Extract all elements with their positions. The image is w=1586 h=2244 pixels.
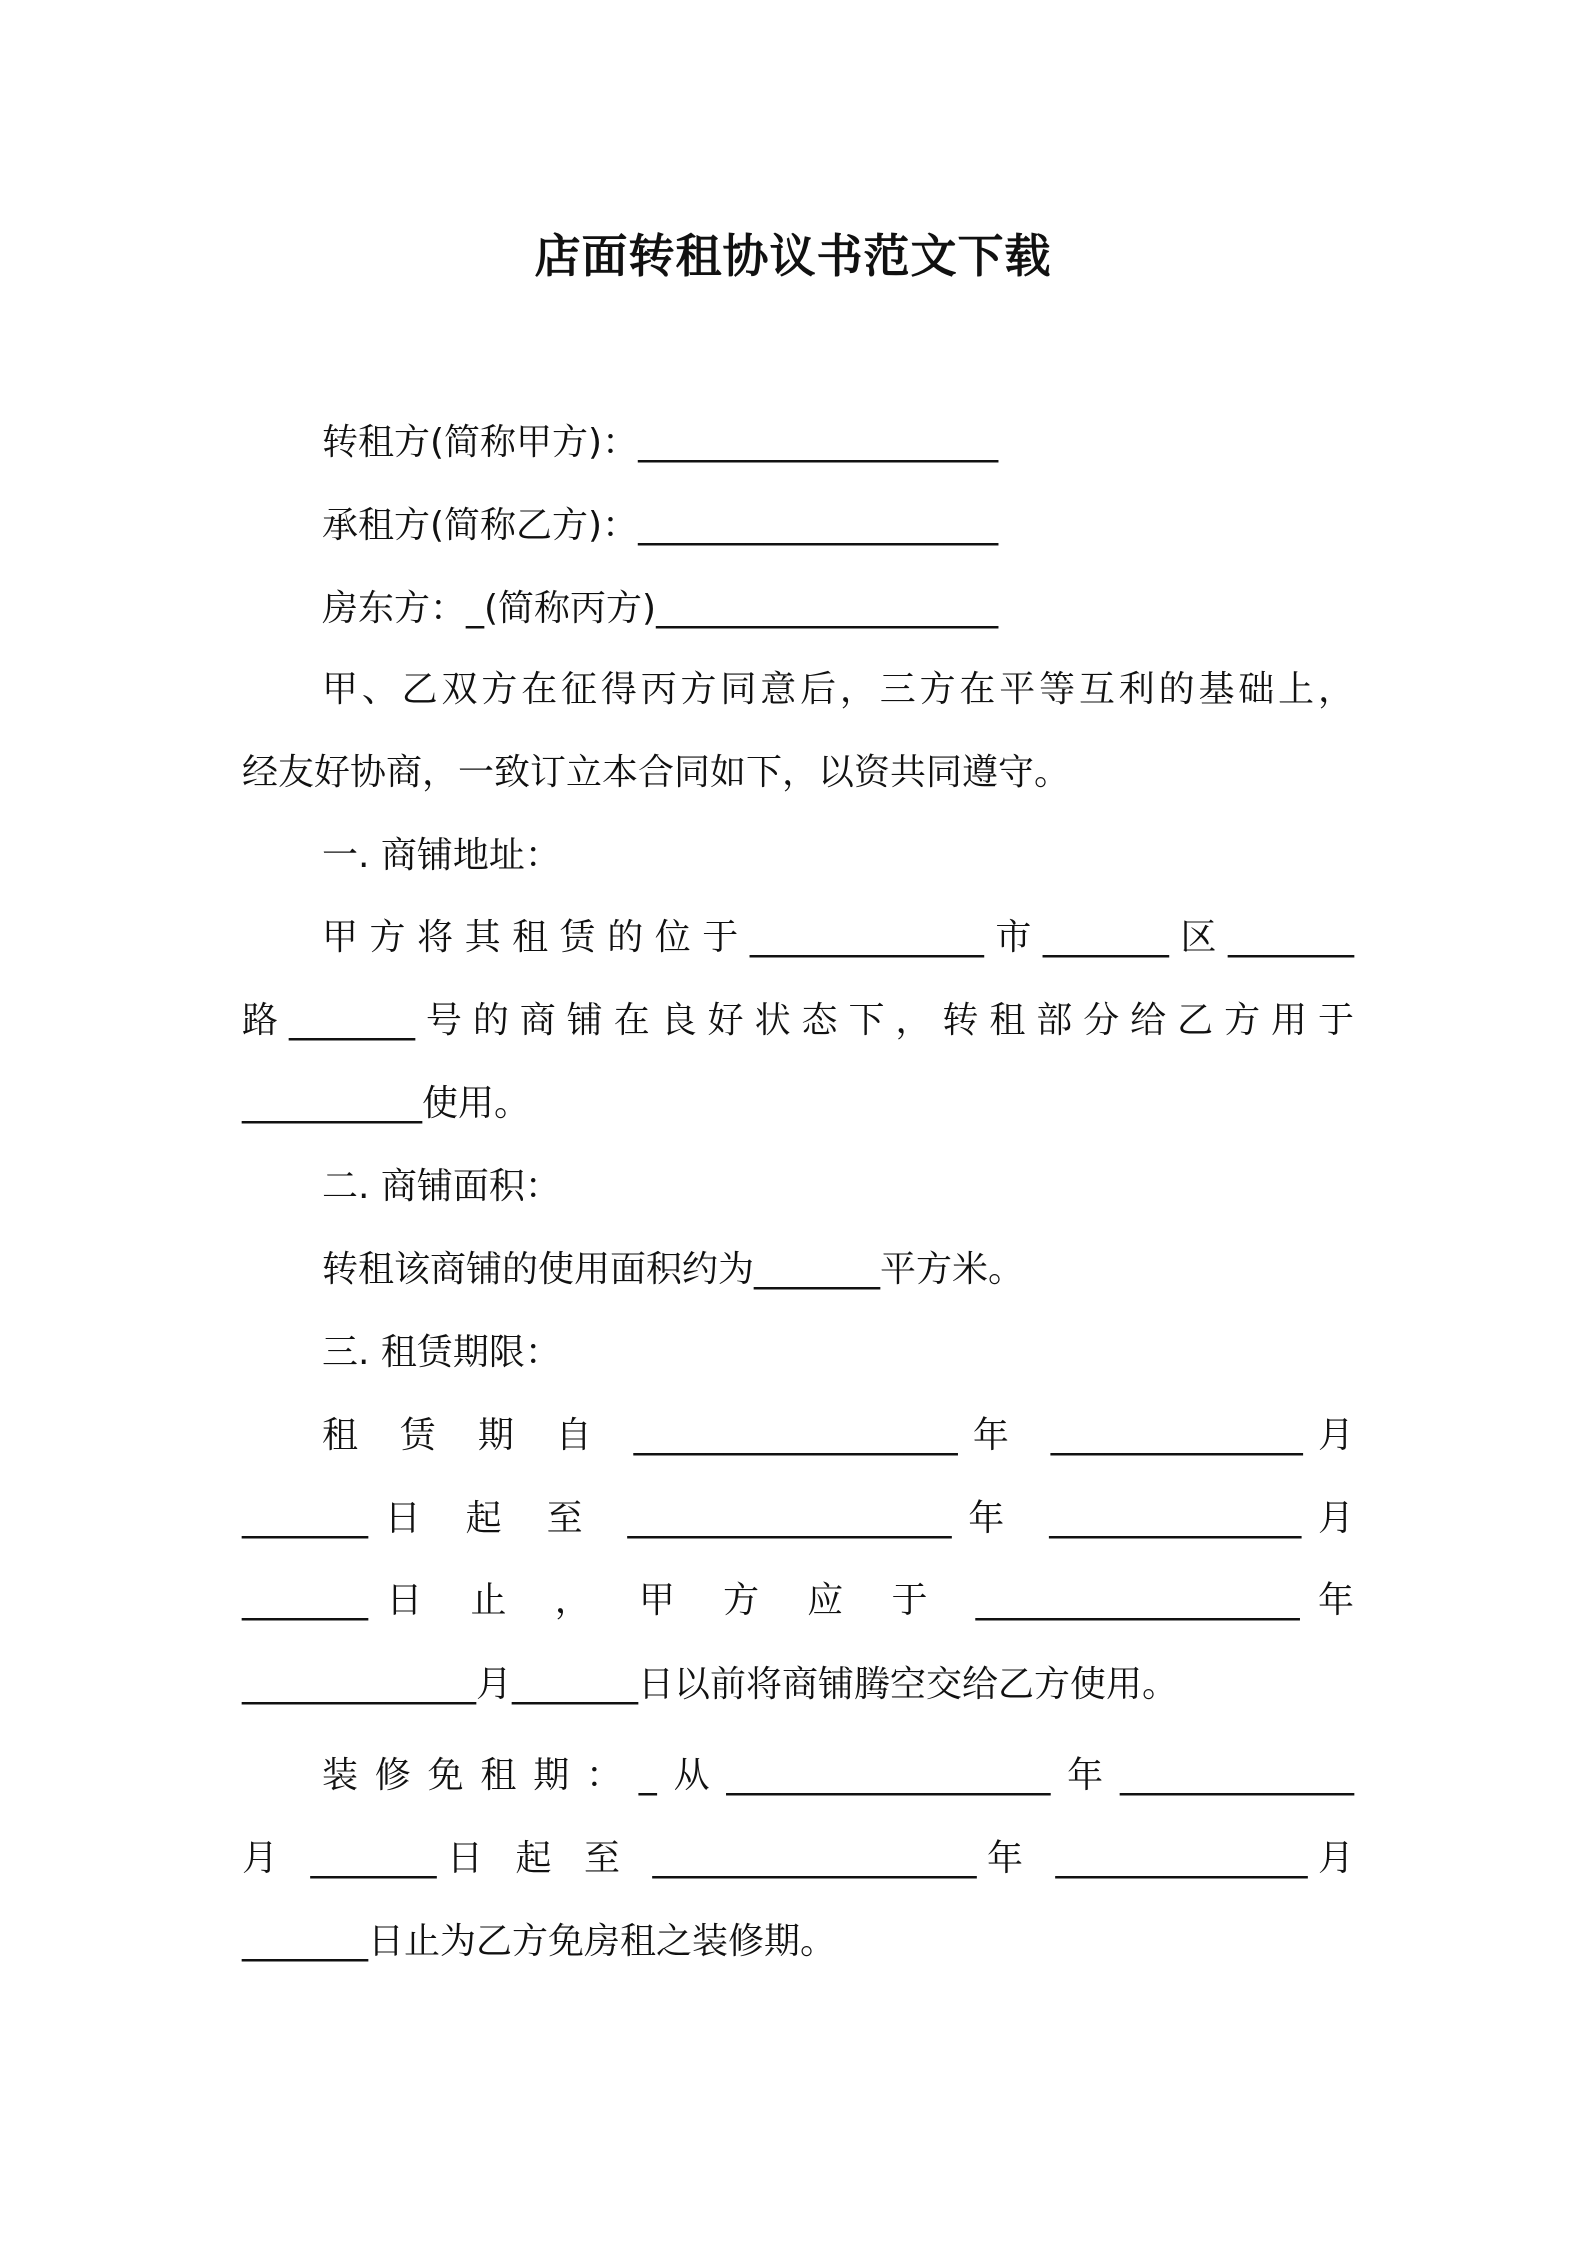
landlord-line: 房东方：_(简称丙方)___________________ (322, 588, 999, 629)
lease-term-line-4: _____________月_______日以前将商铺腾空交给乙方使用。 (242, 1664, 1179, 1705)
section-3-heading: 三. 租赁期限： (322, 1332, 561, 1373)
section-1-line-2: 路_______号的商铺在良好状态下，转租部分给乙方用于 (242, 1000, 1354, 1041)
section-1-heading: 一. 商铺地址： (322, 835, 561, 876)
section-2-line-1: 转租该商铺的使用面积约为_______平方米。 (322, 1249, 1025, 1290)
section-2-heading: 二. 商铺面积： (322, 1166, 561, 1207)
renovation-line-2: 月 _______日 起 至 __________________年 ______________月 (242, 1838, 1354, 1879)
sublessee-line: 承租方(简称乙方)：____________________ (322, 505, 999, 546)
section-1-line-3: __________使用。 (242, 1083, 531, 1124)
section-1-line-1: 甲方将其租赁的位于_____________市_______区_______ (322, 917, 1354, 958)
intro-paragraph-line-2: 经友好协商，一致订立本合同如下，以资共同遵守。 (242, 752, 1071, 793)
intro-paragraph-line-1: 甲、乙双方在征得丙方同意后，三方在平等互利的基础上， (322, 669, 1354, 710)
renovation-line-3: _______日止为乙方免房租之装修期。 (242, 1921, 837, 1962)
lease-term-line-2: _______日 起 至 __________________年 ______________月 (242, 1498, 1354, 1539)
renovation-line-1: 装修免租期：_从__________________年_____________ (322, 1755, 1354, 1796)
lease-term-line-1: 租 赁 期 自 __________________年 ______________月 (322, 1415, 1354, 1456)
lease-term-line-3: _______日 止 ， 甲 方 应 于 __________________年 (242, 1580, 1354, 1621)
document-title: 店面转租协议书范文下载 (534, 229, 1052, 283)
sublessor-line: 转租方(简称甲方)：____________________ (322, 422, 999, 463)
